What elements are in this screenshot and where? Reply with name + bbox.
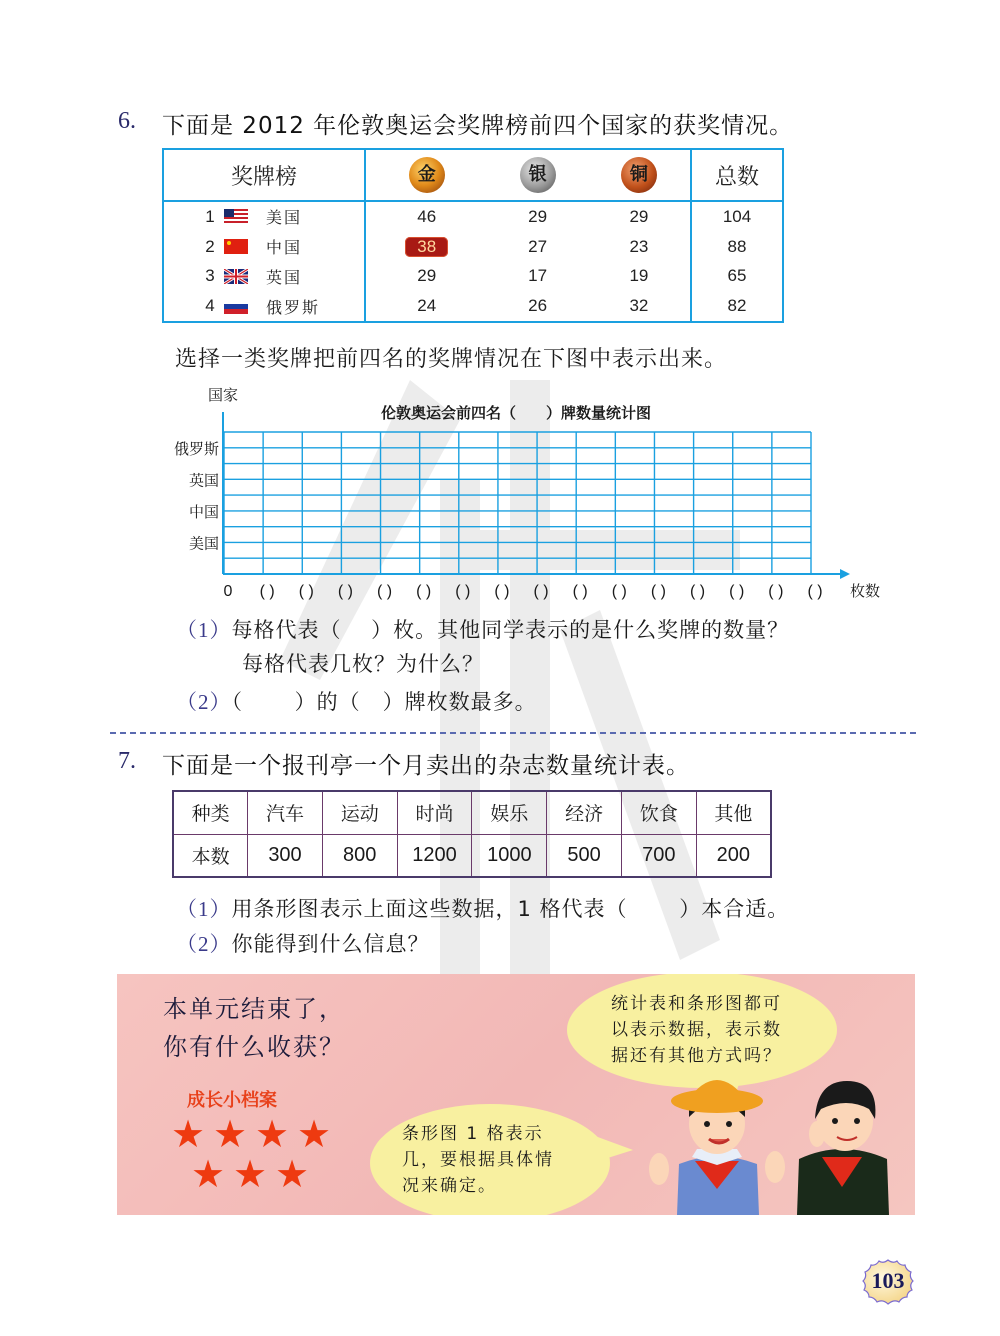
question-6-title: 下面是 2012 年伦敦奥运会奖牌榜前四个国家的获奖情况。 (162, 113, 794, 139)
usa-flag-icon (224, 209, 248, 224)
bronze-header (588, 149, 691, 201)
bronze-count: 23 (629, 236, 649, 256)
star-icon: ★ (232, 1152, 268, 1196)
table-row (173, 834, 771, 877)
category-label: 英国 (188, 471, 219, 490)
x-tick-placeholder[interactable]: ( ) (494, 583, 510, 600)
header-cell: 运动 (322, 791, 397, 834)
header-cell: 饮食 (621, 791, 696, 834)
q7-sub1-number: （1） (176, 897, 232, 921)
value-cell: 1000 (472, 834, 547, 877)
header-cell: 经济 (547, 791, 622, 834)
bronze-count: 19 (629, 266, 649, 286)
uk-flag-icon (224, 269, 248, 284)
x-tick-placeholder[interactable]: ( ) (533, 583, 549, 600)
summary-question-line2: 你有什么收获？ (163, 1033, 345, 1061)
country-name: 中国 (266, 240, 303, 258)
star-icon: ★ (254, 1112, 290, 1156)
silver-count: 17 (528, 266, 548, 286)
x-tick-origin: 0 (223, 583, 233, 600)
china-flag-icon (224, 239, 248, 254)
question-6-number: 6. (118, 108, 136, 134)
silver-medal-icon: 银 (520, 157, 556, 193)
medal-table (162, 148, 784, 323)
table-row (163, 291, 783, 322)
x-tick-placeholder[interactable]: ( ) (416, 583, 432, 600)
bubble-right-text: 统计表和条形图都可 以表示数据，表示数 据还有其他方式吗？ (611, 994, 782, 1066)
country-name: 美国 (266, 210, 303, 228)
medal-table-header (163, 149, 783, 201)
rank: 3 (205, 266, 215, 286)
row-label: 本数 (173, 834, 248, 877)
question-7-title: 下面是一个报刊亭一个月卖出的杂志数量统计表。 (162, 753, 690, 779)
x-axis-label: 枚数 (850, 582, 881, 600)
x-tick-placeholder[interactable]: ( ) (337, 583, 353, 600)
silver-header (487, 149, 587, 201)
section-divider (110, 732, 916, 734)
summary-question (163, 990, 345, 1066)
star-icon: ★ (170, 1112, 206, 1156)
y-axis-label: 国家 (208, 386, 239, 404)
star-icon: ★ (274, 1152, 310, 1196)
gold-count (365, 232, 487, 262)
x-tick-placeholder[interactable]: ( ) (729, 583, 745, 600)
girl-figure (649, 1080, 785, 1215)
star-icon: ★ (190, 1152, 226, 1196)
q6-sub2-text: （ ）的（ ）牌枚数最多。 (231, 690, 537, 714)
x-tick-placeholder[interactable]: ( ) (690, 583, 706, 600)
rank: 4 (205, 296, 215, 316)
x-axis-arrow-icon (840, 569, 850, 579)
total-count: 104 (691, 201, 783, 232)
x-tick-placeholder[interactable]: ( ) (572, 583, 588, 600)
x-tick-placeholder[interactable]: ( ) (455, 583, 471, 600)
star-icon: ★ (212, 1112, 248, 1156)
gold-count: 46 (417, 206, 437, 226)
bubble-left-text: 条形图 1 格表示 几，要根据具体情 况来确定。 (402, 1124, 554, 1196)
x-tick-placeholder[interactable]: ( ) (298, 583, 314, 600)
bronze-count: 29 (629, 206, 649, 226)
table-row (163, 261, 783, 291)
x-tick-placeholder[interactable]: ( ) (259, 583, 275, 600)
rank: 1 (205, 206, 215, 226)
x-tick-labels (224, 583, 823, 600)
rank: 2 (205, 236, 215, 256)
q7-sub1 (176, 893, 789, 923)
x-tick-placeholder[interactable]: ( ) (611, 583, 627, 600)
q6-sub2-number: （2） (176, 690, 232, 714)
star-rating (167, 1114, 337, 1194)
total-header: 总数 (691, 149, 783, 201)
table-row (163, 232, 783, 262)
magazine-table (172, 790, 772, 878)
gold-header (365, 149, 487, 201)
header-cell: 娱乐 (472, 791, 547, 834)
x-tick-placeholder[interactable]: ( ) (650, 583, 667, 600)
chart-grid (224, 432, 811, 574)
page-number: 103 (871, 1268, 905, 1293)
bronze-count: 32 (629, 296, 649, 316)
total-count: 88 (691, 232, 783, 262)
gold-count: 24 (417, 296, 437, 316)
question-7-number: 7. (118, 748, 136, 774)
q7-sub1-text: 用条形图表示上面这些数据，1 格代表（ ）本合适。 (231, 897, 790, 921)
silver-count: 27 (528, 236, 548, 256)
total-count: 82 (691, 291, 783, 322)
bar-chart (150, 382, 910, 607)
boy-figure (797, 1081, 889, 1215)
value-cell: 300 (248, 834, 323, 877)
bronze-medal-icon: 铜 (621, 157, 657, 193)
table-row (163, 201, 783, 232)
value-cell: 800 (322, 834, 397, 877)
q6-sub1-line2: 每格代表几枚？为什么？ (242, 652, 484, 676)
medal-table-header-label: 奖牌榜 (163, 149, 365, 201)
q6-sub1 (176, 614, 789, 644)
gold-count: 29 (417, 266, 437, 286)
total-count: 65 (691, 261, 783, 291)
value-cell: 1200 (397, 834, 472, 877)
chart-instruction: 选择一类奖牌把前四名的奖牌情况在下图中表示出来。 (175, 347, 728, 372)
value-cell: 500 (547, 834, 622, 877)
category-labels (174, 440, 219, 553)
unit-summary-panel (117, 974, 915, 1215)
q7-sub2-number: （2） (176, 932, 232, 956)
x-tick-placeholder[interactable]: ( ) (807, 583, 823, 600)
header-cell: 时尚 (397, 791, 472, 834)
russia-flag-icon (224, 299, 248, 314)
value-cell: 700 (621, 834, 696, 877)
silver-count: 29 (528, 206, 548, 226)
children-illustration (617, 1069, 915, 1215)
q6-sub1-number: （1） (176, 618, 232, 642)
star-icon: ★ (296, 1112, 332, 1156)
country-name: 英国 (266, 269, 303, 287)
value-cell: 200 (696, 834, 771, 877)
table-header-row (173, 791, 771, 834)
chart-title: 伦敦奥运会前四名（ ）牌数量统计图 (380, 404, 652, 422)
x-tick-placeholder[interactable]: ( ) (768, 583, 784, 600)
highlighted-gold-count: 38 (405, 237, 448, 257)
category-label: 俄罗斯 (173, 439, 219, 458)
category-label: 美国 (188, 534, 219, 553)
q6-sub1-line1: 每格代表（ ）枚。其他同学表示的是什么奖牌的数量？ (231, 618, 790, 642)
category-label: 中国 (188, 502, 219, 521)
header-cell: 种类 (173, 791, 248, 834)
country-name: 俄罗斯 (266, 299, 321, 317)
summary-question-line1: 本单元结束了， (163, 995, 345, 1023)
header-cell: 汽车 (248, 791, 323, 834)
q7-sub2 (176, 928, 430, 958)
gold-medal-icon: 金 (409, 157, 445, 193)
silver-count: 26 (528, 296, 548, 316)
x-tick-placeholder[interactable]: ( ) (376, 583, 393, 600)
q6-sub2 (176, 686, 537, 716)
q7-sub2-text: 你能得到什么信息？ (231, 932, 430, 956)
growth-record-label: 成长小档案 (187, 1090, 277, 1110)
header-cell: 其他 (696, 791, 771, 834)
